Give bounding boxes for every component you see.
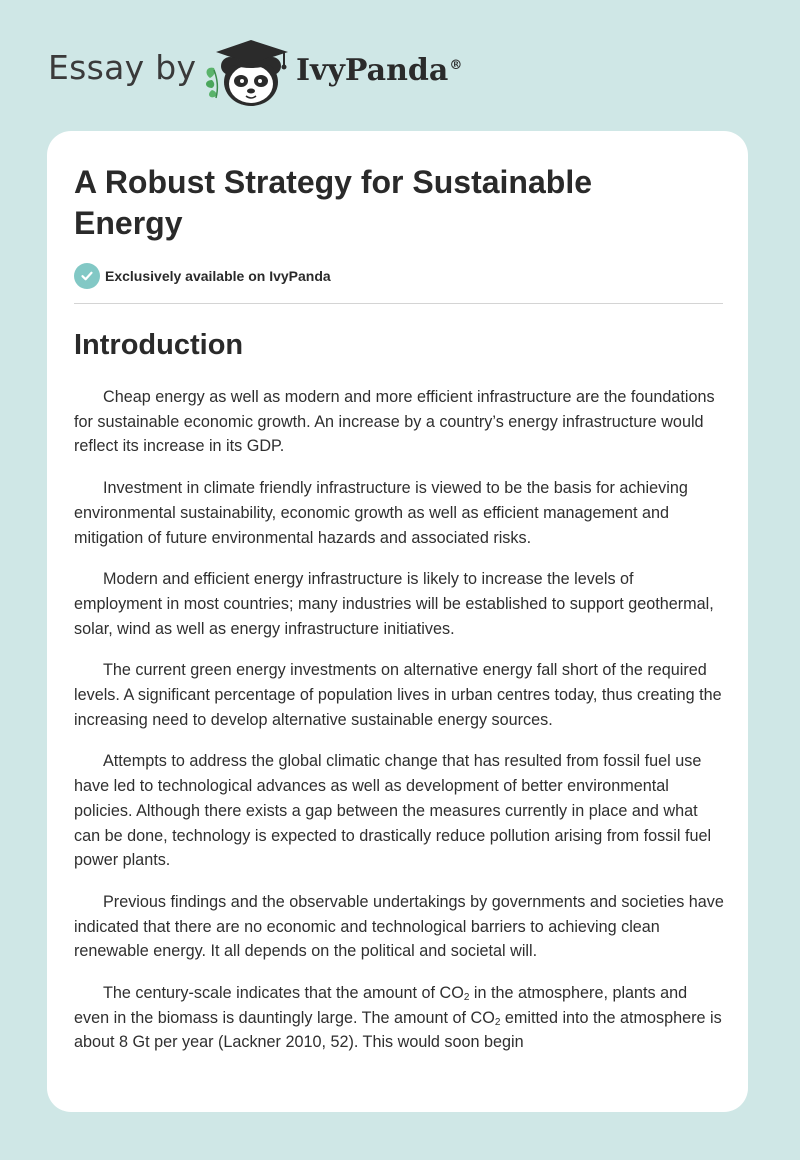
brand-prefix: Essay by bbox=[48, 48, 197, 87]
check-circle-icon bbox=[74, 263, 100, 289]
paragraph: Attempts to address the global climatic change that has resulted from fossil fuel use have led to technological advances as well as development of better environmental policies. Although there exists a gap between the measures currently in place and what can be done, technology is expected to drastically reduce pollution arising from fossil fuel power plants. bbox=[74, 752, 712, 870]
registered-mark: ® bbox=[449, 58, 463, 73]
subscript: 2 bbox=[463, 992, 470, 1004]
exclusive-badge bbox=[74, 262, 331, 290]
paragraph: Investment in climate friendly infrastructure is viewed to be the basis for achieving environmental sustainability, economic growth as well as efficient management and mitigation of future environmental hazards and associated risks. bbox=[74, 479, 688, 547]
paragraph: The current green energy investments on alternative energy fall short of the required levels. A significant percentage of population lives in urban centres today, thus creating the increasing need to develop alternative sustainable energy sources. bbox=[74, 661, 722, 729]
paragraph-text: emitted into the atmosphere is about 8 Gt per year (Lackner 2010, 52). This would soon begin bbox=[74, 1008, 722, 1052]
paragraph-text: in the atmosphere, plants and even in the biomass is dauntingly large. The amount of CO bbox=[74, 984, 688, 1027]
subscript: 2 bbox=[494, 1016, 501, 1028]
brand-name-text: IvyPanda bbox=[296, 53, 449, 88]
paragraph: Modern and efficient energy infrastructure is likely to increase the levels of employment in most countries; many industries will be established to support geothermal, solar, wind as well as energy infrastructure initiatives. bbox=[74, 570, 714, 638]
article-body bbox=[74, 385, 724, 1072]
paragraph: Cheap energy as well as modern and more efficient infrastructure are the foundations for sustainable economic growth. An increase by a country’s energy infrastructure would reflect its increase in its GDP. bbox=[74, 388, 715, 456]
article-card bbox=[47, 131, 748, 1112]
section-heading: Introduction bbox=[74, 329, 244, 361]
paragraph: Previous findings and the observable undertakings by governments and societies have indicated that there are no economic and technological barriers to achieving clean renewable energy. It all depends on the political and societal will. bbox=[74, 892, 724, 961]
brand-name[interactable] bbox=[296, 53, 462, 88]
panda-graduate-icon[interactable] bbox=[202, 36, 294, 108]
page-title: A Robust Strategy for Sustainable Energy bbox=[74, 164, 592, 241]
badge-label: Exclusively available on IvyPanda bbox=[105, 268, 331, 284]
paragraph-co2 bbox=[74, 981, 724, 1055]
paragraph-text: The century-scale indicates that the amount of CO bbox=[103, 984, 464, 1003]
site-header bbox=[0, 0, 800, 130]
divider bbox=[74, 303, 723, 304]
